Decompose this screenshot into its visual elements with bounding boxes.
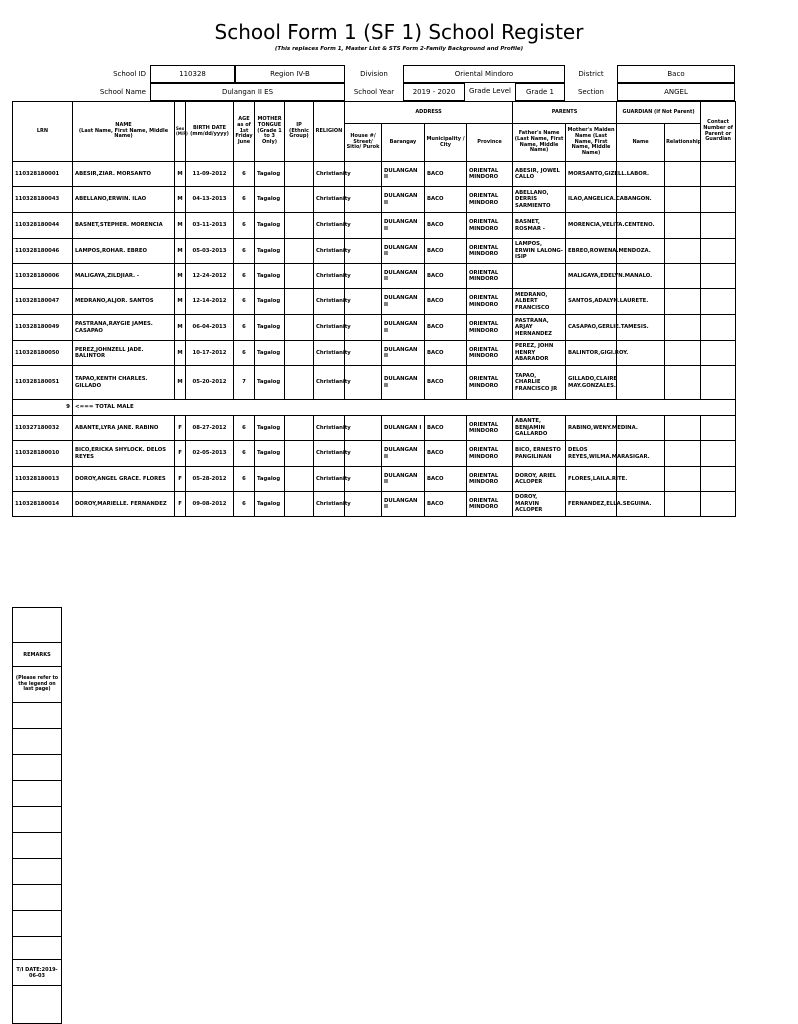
cell-ip xyxy=(285,264,314,289)
cell-age: 6 xyxy=(234,239,255,264)
cell-age: 6 xyxy=(234,187,255,213)
cell-father xyxy=(513,264,566,289)
remarks-row xyxy=(12,859,62,885)
cell-contact xyxy=(701,264,736,289)
cell-name: ABESIR,ZIAR. MORSANTO xyxy=(73,162,175,187)
cell-mother: SANTOS,ADALYN.LAURETE. xyxy=(566,289,617,315)
cell-barangay: DULANGAN II xyxy=(382,264,425,289)
cell-father: PASTRANA, ARJAY HERNANDEZ xyxy=(513,315,566,341)
school-id-label: School ID xyxy=(113,70,146,78)
cell-age: 6 xyxy=(234,213,255,239)
cell-municipality: BACO xyxy=(425,341,467,366)
cell-religion: Christianity xyxy=(314,187,345,213)
header-relationship: Relationship xyxy=(665,124,701,162)
remarks-entry: T/I DATE:2019-06-03 xyxy=(12,960,62,986)
cell-name: ABANTE,LYRA JANE. RABINO xyxy=(73,416,175,441)
remarks-row xyxy=(12,885,62,911)
cell-barangay: DULANGAN II xyxy=(382,441,425,467)
cell-father: PEREZ, JOHN HENRY ABARADOR xyxy=(513,341,566,366)
cell-mother-tongue: Tagalog xyxy=(255,341,285,366)
cell-age: 6 xyxy=(234,341,255,366)
school-year-value: 2019 - 2020 xyxy=(403,83,465,101)
cell-contact xyxy=(701,162,736,187)
cell-relationship xyxy=(665,366,701,400)
remarks-row xyxy=(12,729,62,755)
cell-mother: MALIGAYA,EDELYN.MANALO. xyxy=(566,264,617,289)
cell-municipality: BACO xyxy=(425,289,467,315)
cell-sex: M xyxy=(175,239,186,264)
cell-father: ABANTE, BENJAMIN GALLARDO xyxy=(513,416,566,441)
cell-age: 6 xyxy=(234,441,255,467)
cell-name: MEDRANO,ALJOR. SANTOS xyxy=(73,289,175,315)
total-male-count: 9 xyxy=(13,400,73,416)
cell-mother: ILAO,ANGELICA.CABANGON. xyxy=(566,187,617,213)
cell-father: LAMPOS, ERWIN LALONG-ISIP xyxy=(513,239,566,264)
total-male-row xyxy=(13,400,736,416)
cell-birth-date: 05-28-2012 xyxy=(186,467,234,492)
cell-birth-date: 05-03-2013 xyxy=(186,239,234,264)
cell-sex: F xyxy=(175,492,186,517)
cell-name: MALIGAYA,ZILDJIAR. - xyxy=(73,264,175,289)
cell-age: 6 xyxy=(234,315,255,341)
header-guardian: GUARDIAN (if Not Parent) xyxy=(617,102,701,124)
cell-mother: CASAPAO,GERLIE.TAMESIS. xyxy=(566,315,617,341)
remarks-row xyxy=(12,807,62,833)
region-value: Region IV-B xyxy=(235,65,345,83)
cell-mother: MORENCIA,VELITA.CENTENO. xyxy=(566,213,617,239)
cell-barangay: DULANGAN II xyxy=(382,213,425,239)
cell-province: ORIENTAL MINDORO xyxy=(467,467,513,492)
remarks-row xyxy=(12,986,62,1024)
cell-lrn: 110328180014 xyxy=(13,492,73,517)
cell-sex: F xyxy=(175,416,186,441)
header-province: Province xyxy=(467,124,513,162)
remarks-row xyxy=(12,703,62,729)
header-name: NAME (Last Name, First Name, Middle Name) xyxy=(73,102,175,162)
cell-birth-date: 08-27-2012 xyxy=(186,416,234,441)
cell-province: ORIENTAL MINDORO xyxy=(467,315,513,341)
cell-municipality: BACO xyxy=(425,239,467,264)
table-row xyxy=(13,416,736,441)
cell-religion: Christianity xyxy=(314,441,345,467)
cell-mother: FERNANDEZ,ELLA.SEGUINA. xyxy=(566,492,617,517)
cell-mother-tongue: Tagalog xyxy=(255,213,285,239)
cell-birth-date: 11-09-2012 xyxy=(186,162,234,187)
cell-barangay: DULANGAN II xyxy=(382,187,425,213)
remarks-top-box xyxy=(12,607,62,625)
cell-province: ORIENTAL MINDORO xyxy=(467,289,513,315)
cell-mother-tongue: Tagalog xyxy=(255,264,285,289)
cell-relationship xyxy=(665,264,701,289)
cell-religion: Christianity xyxy=(314,162,345,187)
cell-municipality: BACO xyxy=(425,416,467,441)
cell-religion: Christianity xyxy=(314,264,345,289)
cell-barangay: DULANGAN II xyxy=(382,239,425,264)
cell-sex: M xyxy=(175,213,186,239)
cell-religion: Christianity xyxy=(314,213,345,239)
cell-age: 6 xyxy=(234,162,255,187)
header-house: House #/ Street/ Sitio/ Purok xyxy=(345,124,382,162)
cell-sex: F xyxy=(175,441,186,467)
cell-mother: GILLADO,CLAIRE MAY.GONZALES. xyxy=(566,366,617,400)
header-age: AGE as of 1st Friday June xyxy=(234,102,255,162)
table-row xyxy=(13,162,736,187)
table-row xyxy=(13,467,736,492)
cell-mother: RABINO,WENY.MEDINA. xyxy=(566,416,617,441)
cell-contact xyxy=(701,187,736,213)
cell-father: TAPAO, CHARLIE FRANCISCO JR xyxy=(513,366,566,400)
table-row xyxy=(13,213,736,239)
cell-relationship xyxy=(665,441,701,467)
school-year-label: School Year xyxy=(353,88,395,96)
cell-mother: BALINTOR,GIGI.ROY. xyxy=(566,341,617,366)
cell-barangay: DULANGAN II xyxy=(382,366,425,400)
cell-name: BASNET,STEPHER. MORENCIA xyxy=(73,213,175,239)
district-value: Baco xyxy=(617,65,735,83)
cell-lrn: 110328180044 xyxy=(13,213,73,239)
cell-age: 6 xyxy=(234,264,255,289)
cell-ip xyxy=(285,213,314,239)
cell-ip xyxy=(285,162,314,187)
cell-relationship xyxy=(665,187,701,213)
cell-contact xyxy=(701,366,736,400)
cell-relationship xyxy=(665,239,701,264)
cell-mother-tongue: Tagalog xyxy=(255,162,285,187)
cell-age: 6 xyxy=(234,492,255,517)
cell-municipality: BACO xyxy=(425,315,467,341)
remarks-note: (Please refer to the legend on last page) xyxy=(12,667,62,703)
cell-name: DOROY,ANGEL GRACE. FLORES xyxy=(73,467,175,492)
cell-province: ORIENTAL MINDORO xyxy=(467,341,513,366)
cell-religion: Christianity xyxy=(314,492,345,517)
division-value: Oriental Mindoro xyxy=(403,65,565,83)
table-row xyxy=(13,239,736,264)
cell-barangay: DULANGAN II xyxy=(382,467,425,492)
cell-mother-tongue: Tagalog xyxy=(255,315,285,341)
cell-province: ORIENTAL MINDORO xyxy=(467,492,513,517)
header-religion: RELIGION xyxy=(314,102,345,162)
table-row xyxy=(13,341,736,366)
cell-municipality: BACO xyxy=(425,187,467,213)
grade-level-value: Grade 1 xyxy=(515,83,565,101)
cell-birth-date: 03-11-2013 xyxy=(186,213,234,239)
school-name-value: Dulangan II ES xyxy=(150,83,345,101)
cell-relationship xyxy=(665,162,701,187)
header-ip: IP (Ethnic Group) xyxy=(285,102,314,162)
cell-lrn: 110327180032 xyxy=(13,416,73,441)
cell-contact xyxy=(701,239,736,264)
cell-ip xyxy=(285,315,314,341)
cell-ip xyxy=(285,492,314,517)
table-row xyxy=(13,289,736,315)
cell-father: ABELLANO, DERRIS SARMIENTO xyxy=(513,187,566,213)
cell-mother-tongue: Tagalog xyxy=(255,289,285,315)
cell-lrn: 110328180001 xyxy=(13,162,73,187)
school-name-label: School Name xyxy=(99,88,146,96)
table-row xyxy=(13,492,736,517)
cell-relationship xyxy=(665,416,701,441)
cell-barangay: DULANGAN II xyxy=(382,341,425,366)
cell-guardian-name xyxy=(617,366,665,400)
cell-lrn: 110328180006 xyxy=(13,264,73,289)
cell-municipality: BACO xyxy=(425,467,467,492)
cell-municipality: BACO xyxy=(425,162,467,187)
remarks-row xyxy=(12,911,62,937)
cell-contact xyxy=(701,416,736,441)
cell-contact xyxy=(701,341,736,366)
cell-province: ORIENTAL MINDORO xyxy=(467,162,513,187)
cell-religion: Christianity xyxy=(314,416,345,441)
cell-contact xyxy=(701,213,736,239)
cell-name: PASTRANA,RAYGIE JAMES. CASAPAO xyxy=(73,315,175,341)
division-label: Division xyxy=(360,70,388,78)
header-municipality: Municipality / City xyxy=(425,124,467,162)
cell-name: PEREZ,JOHNZELL JADE. BALINTOR xyxy=(73,341,175,366)
cell-lrn: 110328180043 xyxy=(13,187,73,213)
cell-relationship xyxy=(665,492,701,517)
header-sex: Sex (M/F) xyxy=(175,102,186,162)
cell-sex: M xyxy=(175,315,186,341)
cell-sex: M xyxy=(175,289,186,315)
cell-birth-date: 12-24-2012 xyxy=(186,264,234,289)
cell-mother: FLORES,LAILA.RITE. xyxy=(566,467,617,492)
cell-religion: Christianity xyxy=(314,467,345,492)
grade-level-label: Grade Level xyxy=(468,87,511,96)
header-address: ADDRESS xyxy=(345,102,513,124)
page-title: School Form 1 (SF 1) School Register xyxy=(214,20,584,44)
cell-ip xyxy=(285,366,314,400)
cell-lrn: 110328180010 xyxy=(13,441,73,467)
cell-lrn: 110328180046 xyxy=(13,239,73,264)
header-contact: Contact Number of Parent or Guardian xyxy=(701,102,736,162)
cell-birth-date: 05-20-2012 xyxy=(186,366,234,400)
cell-sex: F xyxy=(175,467,186,492)
cell-contact xyxy=(701,289,736,315)
cell-age: 6 xyxy=(234,467,255,492)
cell-municipality: BACO xyxy=(425,264,467,289)
cell-contact xyxy=(701,492,736,517)
cell-ip xyxy=(285,239,314,264)
table-row xyxy=(13,441,736,467)
cell-municipality: BACO xyxy=(425,441,467,467)
cell-father: MEDRANO, ALBERT FRANCISCO xyxy=(513,289,566,315)
remarks-header: REMARKS xyxy=(12,643,62,667)
cell-lrn: 110328180013 xyxy=(13,467,73,492)
remarks-row xyxy=(12,755,62,781)
cell-father: ABESIR, JOWEL CALLO xyxy=(513,162,566,187)
cell-mother: MORSANTO,GIZELL.LABOR. xyxy=(566,162,617,187)
cell-birth-date: 12-14-2012 xyxy=(186,289,234,315)
cell-name: DOROY,MARIELLE. FERNANDEZ xyxy=(73,492,175,517)
table-row xyxy=(13,187,736,213)
cell-province: ORIENTAL MINDORO xyxy=(467,213,513,239)
total-male-label: <=== TOTAL MALE xyxy=(73,400,736,416)
register-table xyxy=(12,101,736,517)
cell-birth-date: 10-17-2012 xyxy=(186,341,234,366)
cell-ip xyxy=(285,416,314,441)
cell-lrn: 110328180047 xyxy=(13,289,73,315)
cell-municipality: BACO xyxy=(425,213,467,239)
cell-province: ORIENTAL MINDORO xyxy=(467,239,513,264)
cell-age: 6 xyxy=(234,289,255,315)
school-id-value: 110328 xyxy=(150,65,235,83)
cell-ip xyxy=(285,187,314,213)
cell-mother: DELOS REYES,WILMA.MARASIGAR. xyxy=(566,441,617,467)
cell-birth-date: 02-05-2013 xyxy=(186,441,234,467)
cell-name: LAMPOS,ROHAR. EBREO xyxy=(73,239,175,264)
page-subtitle: (This replaces Form 1, Master List & STS Form 2-Family Background and Profile) xyxy=(274,46,524,52)
cell-age: 6 xyxy=(234,416,255,441)
cell-father: DOROY, ARIEL ACLOPER xyxy=(513,467,566,492)
cell-age: 7 xyxy=(234,366,255,400)
cell-province: ORIENTAL MINDORO xyxy=(467,366,513,400)
cell-religion: Christianity xyxy=(314,366,345,400)
cell-sex: M xyxy=(175,264,186,289)
cell-barangay: DULANGAN II xyxy=(382,315,425,341)
cell-ip xyxy=(285,341,314,366)
cell-mother: EBREO,ROWENA.MENDOZA. xyxy=(566,239,617,264)
cell-sex: M xyxy=(175,162,186,187)
cell-birth-date: 09-08-2012 xyxy=(186,492,234,517)
cell-province: ORIENTAL MINDORO xyxy=(467,187,513,213)
section-value: ANGEL xyxy=(617,83,735,101)
remarks-row xyxy=(12,833,62,859)
cell-municipality: BACO xyxy=(425,492,467,517)
cell-contact xyxy=(701,315,736,341)
header-father: Father's Name (Last Name, First Name, Middle Name) xyxy=(513,124,566,162)
cell-father: BASNET, ROSMAR - xyxy=(513,213,566,239)
table-row xyxy=(13,315,736,341)
cell-mother-tongue: Tagalog xyxy=(255,187,285,213)
cell-mother-tongue: Tagalog xyxy=(255,416,285,441)
remarks-row xyxy=(12,937,62,960)
cell-birth-date: 06-04-2013 xyxy=(186,315,234,341)
cell-religion: Christianity xyxy=(314,289,345,315)
cell-barangay: DULANGAN II xyxy=(382,289,425,315)
cell-relationship xyxy=(665,341,701,366)
header-guardian-name: Name xyxy=(617,124,665,162)
cell-name: ABELLANO,ERWIN. ILAO xyxy=(73,187,175,213)
cell-barangay: DULANGAN II xyxy=(382,492,425,517)
cell-mother-tongue: Tagalog xyxy=(255,492,285,517)
cell-father: BICO, ERNESTO PANGILINAN xyxy=(513,441,566,467)
cell-relationship xyxy=(665,467,701,492)
header-birth-date: BIRTH DATE (mm/dd/yyyy) xyxy=(186,102,234,162)
header-lrn: LRN xyxy=(13,102,73,162)
header-barangay: Barangay xyxy=(382,124,425,162)
cell-contact xyxy=(701,441,736,467)
cell-barangay: DULANGAN II xyxy=(382,162,425,187)
cell-father: DOROY, MARVIN ACLOPER xyxy=(513,492,566,517)
cell-mother-tongue: Tagalog xyxy=(255,441,285,467)
cell-name: BICO,ERICKA SHYLOCK. DELOS REYES xyxy=(73,441,175,467)
cell-barangay: DULANGAN I xyxy=(382,416,425,441)
cell-sex: M xyxy=(175,341,186,366)
header-mother-tongue: MOTHER TONGUE (Grade 1 to 3 Only) xyxy=(255,102,285,162)
cell-relationship xyxy=(665,213,701,239)
cell-province: ORIENTAL MINDORO xyxy=(467,441,513,467)
cell-sex: M xyxy=(175,187,186,213)
header-mother: Mother's Maiden Name (Last Name, First Name, Middle Name) xyxy=(566,124,617,162)
cell-ip xyxy=(285,289,314,315)
cell-lrn: 110328180050 xyxy=(13,341,73,366)
cell-ip xyxy=(285,467,314,492)
cell-religion: Christianity xyxy=(314,315,345,341)
cell-relationship xyxy=(665,315,701,341)
cell-contact xyxy=(701,467,736,492)
cell-mother-tongue: Tagalog xyxy=(255,467,285,492)
cell-sex: M xyxy=(175,366,186,400)
remarks-row xyxy=(12,781,62,807)
cell-ip xyxy=(285,441,314,467)
remarks-spacer xyxy=(12,625,62,643)
cell-relationship xyxy=(665,289,701,315)
table-row xyxy=(13,366,736,400)
cell-lrn: 110328180051 xyxy=(13,366,73,400)
cell-province: ORIENTAL MINDORO xyxy=(467,416,513,441)
cell-name: TAPAO,KENTH CHARLES. GILLADO xyxy=(73,366,175,400)
district-label: District xyxy=(578,70,604,78)
table-row xyxy=(13,264,736,289)
cell-lrn: 110328180049 xyxy=(13,315,73,341)
cell-birth-date: 04-13-2013 xyxy=(186,187,234,213)
cell-religion: Christianity xyxy=(314,341,345,366)
cell-province: ORIENTAL MINDORO xyxy=(467,264,513,289)
header-parents: PARENTS xyxy=(513,102,617,124)
cell-mother-tongue: Tagalog xyxy=(255,239,285,264)
section-label: Section xyxy=(577,88,604,96)
cell-religion: Christianity xyxy=(314,239,345,264)
cell-mother-tongue: Tagalog xyxy=(255,366,285,400)
cell-municipality: BACO xyxy=(425,366,467,400)
